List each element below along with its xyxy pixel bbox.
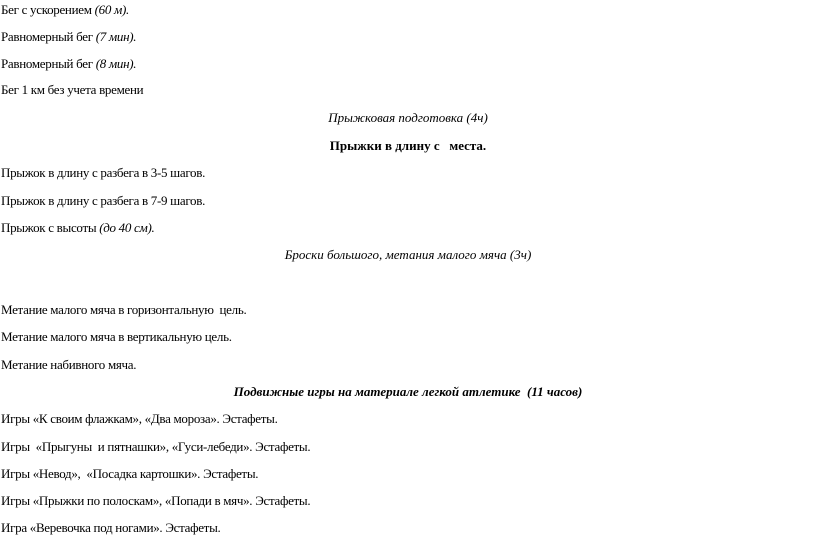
jumping-item (1, 165, 205, 181)
jumping-item-text: Прыжок в длину с разбега в 3-5 шагов. (1, 165, 206, 180)
section-heading-games: Подвижные игры на материале легкой атлетике (11 часов) (233, 384, 583, 399)
running-item-note: (8 мин). (95, 56, 137, 71)
jumping-item (1, 193, 205, 209)
throwing-item: Метание малого мяча в вертикальную цель. (1, 329, 232, 344)
section-subheading-jumping: Прыжки в длину с места. (329, 138, 487, 153)
games-item: Игры «К своим флажкам», «Два мороза». Эстафеты. (1, 411, 278, 426)
running-item-text: Бег 1 км без учета времени (1, 82, 144, 97)
games-item: Игра «Веревочка под ногами». Эстафеты. (1, 520, 221, 535)
jumping-item (1, 220, 154, 236)
jumping-item-note: (до 40 см). (99, 220, 155, 235)
games-item: Игры «Прыжки по полоскам», «Попади в мяч». Эстафеты. (1, 493, 311, 508)
running-item-note: (60 м). (94, 2, 129, 17)
running-item (1, 82, 143, 98)
section-heading-jumping: Прыжковая подготовка (4ч) (328, 110, 488, 125)
games-item: Игры «Прыгуны и пятнашки», «Гуси-лебеди». Эстафеты. (1, 439, 311, 454)
running-item (1, 56, 136, 72)
running-item-text: Бег с ускорением (1, 2, 95, 17)
throwing-item: Метание малого мяча в горизонтальную цель. (1, 302, 247, 317)
jumping-item-text: Прыжок с высоты (1, 220, 100, 235)
running-item-text: Равномерный бег (1, 29, 96, 44)
running-item-text: Равномерный бег (1, 56, 96, 71)
throwing-item: Метание набивного мяча. (1, 357, 137, 372)
running-item (1, 2, 129, 18)
section-heading-throwing: Броски большого, метания малого мяча (3ч) (284, 247, 532, 262)
jumping-item-text: Прыжок в длину с разбега в 7-9 шагов. (1, 193, 206, 208)
running-item-note: (7 мин). (95, 29, 137, 44)
running-item (1, 29, 136, 45)
games-item: Игры «Невод», «Посадка картошки». Эстафеты. (1, 466, 259, 481)
